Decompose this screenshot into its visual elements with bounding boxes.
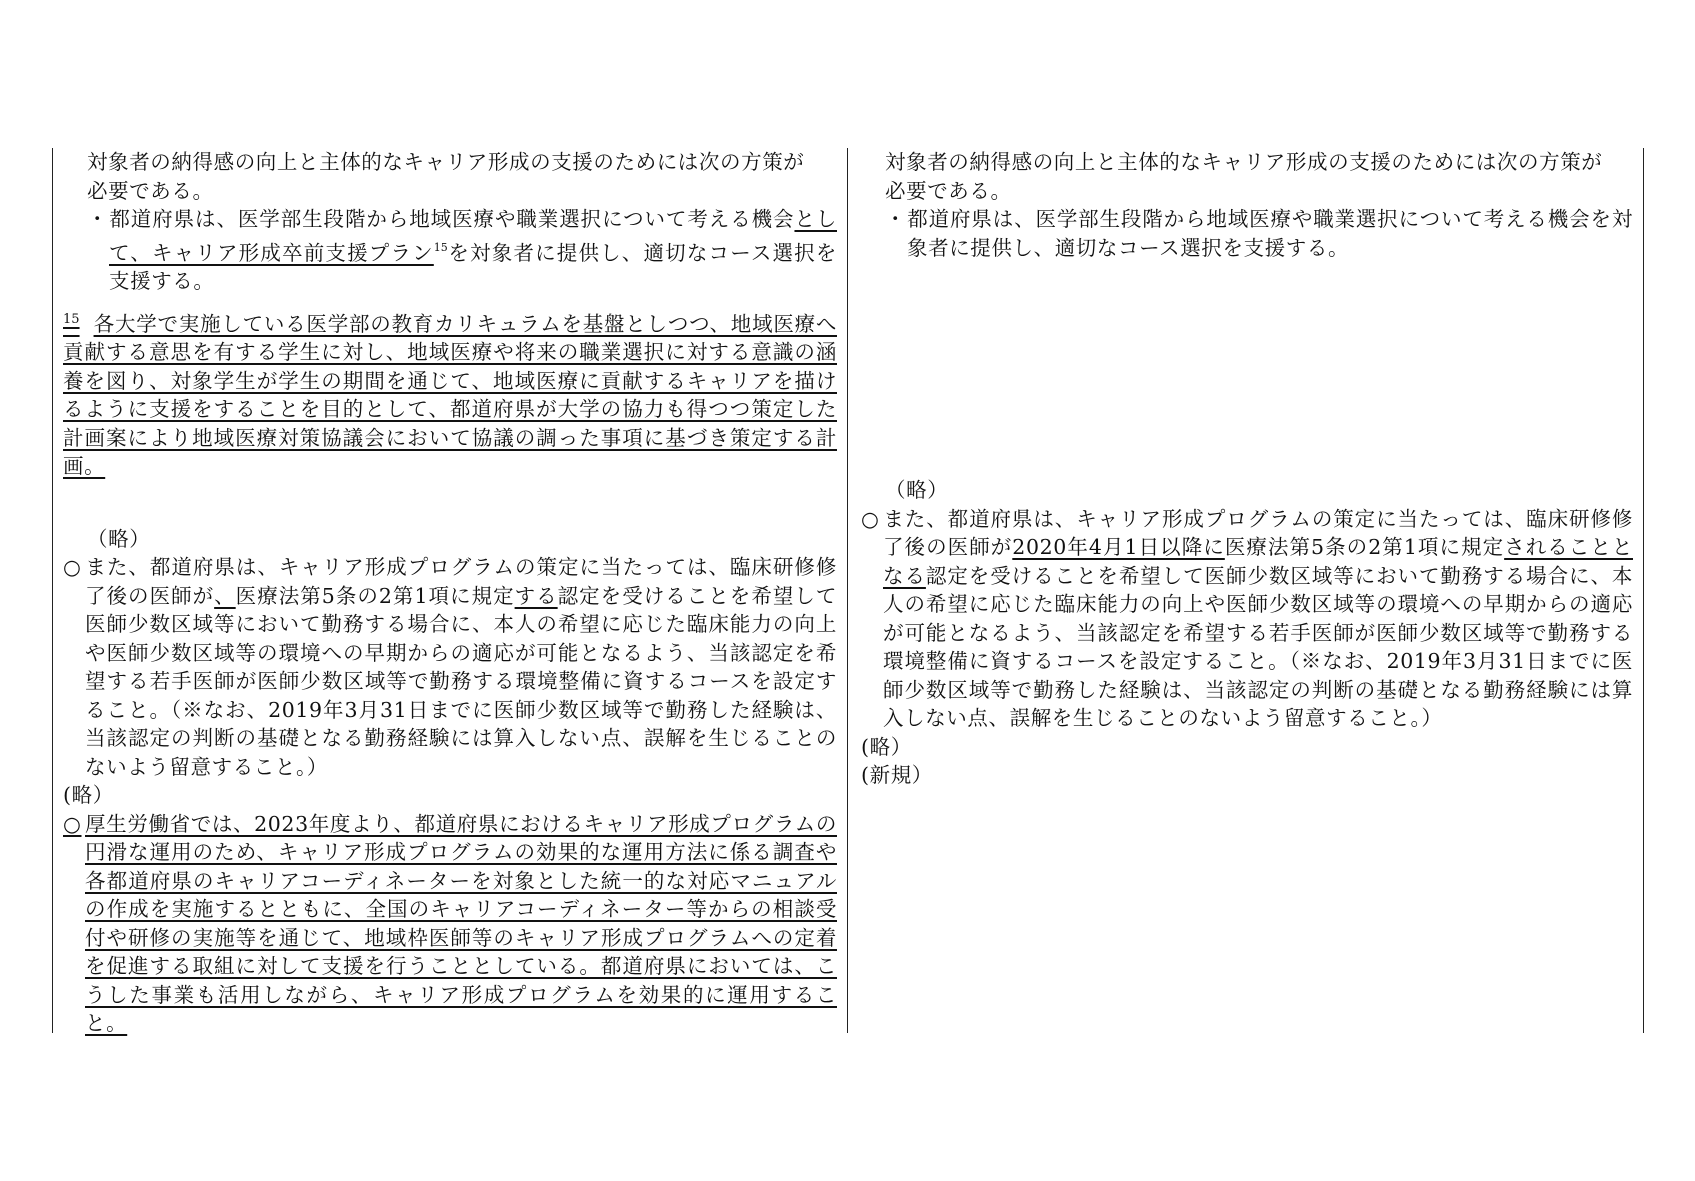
right-intro-line2: 必要である。	[885, 178, 1012, 203]
right-intro	[861, 148, 1633, 205]
footnote-ref: 15	[433, 240, 448, 254]
left-intro-line2: 必要である。	[87, 178, 214, 203]
comparison-table	[52, 148, 1644, 1033]
right-item1-b: 医療法第5条の2第1項に規定	[1224, 535, 1505, 559]
circle-mark: ○	[63, 555, 82, 579]
left-bullet-text-a: 都道府県は、医学部生段階から地域医療や職業選択について考える機会	[109, 207, 795, 231]
left-item1-u2: する	[514, 583, 558, 608]
right-abbreviation-1: （略）	[885, 478, 949, 502]
left-item1-b: 医療法第5条の2第1項に規定	[235, 583, 515, 608]
right-bullet-item	[861, 205, 1633, 262]
left-abbreviation-2: (略）	[63, 783, 114, 807]
right-bullet-text-b: を対象者に提供し、適切なコース選択を支援する。	[907, 207, 1633, 260]
left-bullet-text-underlined: として、キャリア形成卒前支援プラン	[109, 207, 837, 265]
left-item1-c: 認定を受けることを希望して医師少数区域等において勤務する場合に、本人の希望に応じた臨床能力の向上や医師少数区域等の環境への早期からの適応が可能となるよう、当該認定を希望する若手医師が医師少数区域等で勤務する環境整備に資するコースを設定すること。（※なお、2019年3月31日までに医師少数区域等で勤務した経験は、当該認定の判断の基礎となる勤務経験には算入しない点、誤解を生じることのないよう留意すること。）	[85, 583, 837, 779]
left-bullet-item	[63, 205, 837, 296]
right-item-1	[861, 505, 1633, 733]
right-column-current	[848, 148, 1644, 1033]
right-item1-u1: 2020年4月1日以降に	[1012, 535, 1225, 559]
left-abbreviation-1: （略）	[87, 526, 151, 551]
bullet-mark: ・	[87, 207, 109, 231]
left-footnote	[63, 306, 837, 481]
circle-mark: ○	[861, 506, 880, 531]
left-item2-text: 厚生労働省では、2023年度より、都道府県におけるキャリア形成プログラムの円滑な運用のため、キャリア形成プログラムの効果的な運用方法に係る調査や各都道府県のキャリアコーディネーターを対象とした統一的な対応マニュアルの作成を実施するとともに、全国のキャリアコーディネーター等からの相談受付や研修の実施等を通じて、地域枠医師等のキャリア形成プログラムへの定着を促進する取組に対して支援を行うこととしている。都道府県においては、こうした事業も活用しながら、キャリア形成プログラムを効果的に運用すること。	[85, 811, 837, 1035]
left-intro-line1: 対象者の納得感の向上と主体的なキャリア形成の支援のためには次の方策が	[87, 150, 805, 174]
left-column-revised	[52, 148, 848, 1033]
circle-mark-2: ○	[63, 811, 82, 836]
footnote-number: 15	[63, 311, 80, 327]
left-item-1	[63, 553, 837, 781]
right-bullet-text-a: 都道府県は、医学部生段階から地域医療や職業選択について考える機会	[907, 207, 1591, 231]
left-item1-u1: 、	[214, 583, 236, 608]
right-item1-a: また、都道府県は、キャリア形成プログラムの策定に当たっては、臨床研修修了後の医師が	[883, 506, 1633, 559]
right-item1-u2: されることとなる	[883, 535, 1633, 588]
right-item1-c: 認定を受けることを希望して医師少数区域等において勤務する場合に、本人の希望に応じた臨床能力の向上や医師少数区域等の環境への早期からの適応が可能となるよう、当該認定を希望する若手医師が医師少数区域等で勤務する環境整備に資するコースを設定すること。（※なお、2019年3月31日までに医師少数区域等で勤務した経験は、当該認定の判断の基礎となる勤務経験には算入しない点、誤解を生じることのないよう留意すること。）	[883, 563, 1633, 730]
right-intro-line1: 対象者の納得感の向上と主体的なキャリア形成の支援のためには次の方策が	[885, 150, 1603, 174]
left-intro	[63, 148, 837, 205]
right-abbreviation-2: (略）	[861, 734, 912, 759]
left-item1-a: また、都道府県は、キャリア形成プログラムの策定に当たっては、臨床研修修了後の医師が	[85, 555, 837, 608]
right-new-label: (新規）	[861, 763, 933, 787]
left-bullet-text-b: を対象者に提供し、適切なコース選	[447, 240, 795, 265]
footnote-text: 各大学で実施している医学部の教育カリキュラムを基盤としつつ、地域医療へ貢献する意思を有する学生に対し、地域医療や将来の職業選択に対する意識の涵養を図り、対象学生が学生の期間を通じて、地域医療に貢献するキャリアを描けるように支援をすることを目的として、都道府県が大学の協力も得つつ策定した計画案により地域医療対策協議会において協議の調った事項に基づき策定する計画。	[63, 311, 837, 478]
bullet-mark: ・	[885, 207, 907, 231]
left-item-2	[63, 810, 837, 1038]
left-bullet-text-c: 択を支援する。	[109, 240, 838, 293]
